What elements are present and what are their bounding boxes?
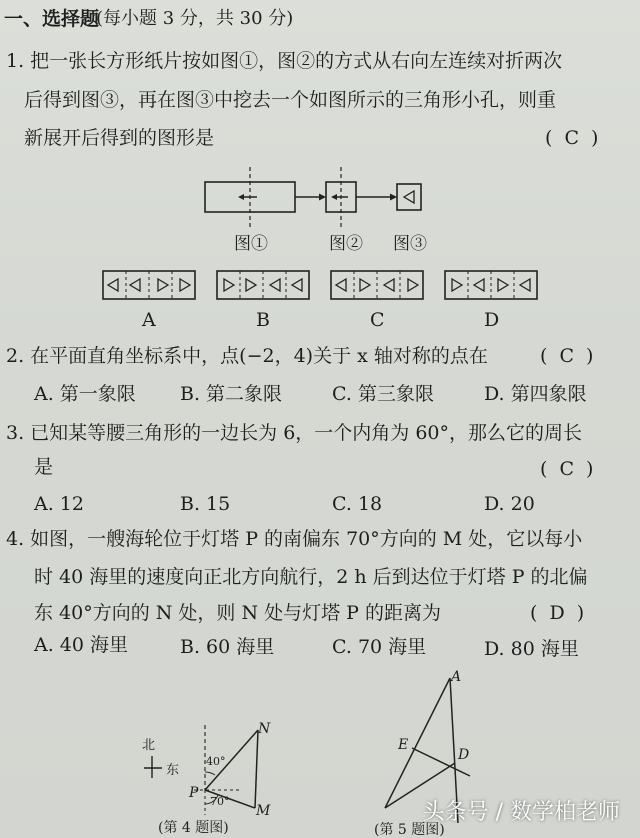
q4-option-b: B. 60 海里: [180, 636, 275, 658]
fig4-angle-40: 40°: [206, 755, 226, 768]
option-label-b: B: [256, 309, 270, 331]
q4-option-a: A. 40 海里: [34, 634, 129, 656]
q4-option-d: D. 80 海里: [484, 638, 579, 660]
fig4-east-label: 东: [166, 763, 180, 778]
option-label-d: D: [484, 309, 500, 331]
watermark: 头条号 / 数学柏老师: [422, 800, 620, 825]
option-strip-c: [331, 271, 423, 299]
fig5-point-d: D: [458, 747, 470, 763]
fig4-point-n: N: [258, 721, 271, 737]
fig4-point-p: P: [189, 785, 199, 801]
fig-label-3: 图③: [393, 234, 427, 254]
fig4-caption: (第 4 题图): [158, 820, 229, 836]
option-strip-b: [217, 271, 309, 299]
q2-line1: 2. 在平面直角坐标系中，点(−2，4)关于 x 轴对称的点在: [6, 345, 488, 367]
q1-answer: ( C ): [545, 127, 602, 149]
q4-line3: 东 40°方向的 N 处，则 N 处与灯塔 P 的距离为: [34, 602, 441, 624]
q1-option-figures: [100, 268, 540, 308]
option-strip-d: [445, 271, 537, 299]
q3-option-d: D. 20: [484, 493, 535, 515]
q2-option-c: C. 第三象限: [332, 383, 434, 405]
q4-line1: 4. 如图，一艘海轮位于灯塔 P 的南偏东 70°方向的 M 处，它以每小: [6, 528, 583, 550]
q1-line3: 新展开后得到的图形是: [24, 127, 215, 149]
q2-option-a: A. 第一象限: [34, 383, 136, 405]
q4-line2: 时 40 海里的速度向正北方向航行，2 h 后到达位于灯塔 P 的北偏: [34, 566, 588, 588]
fig5-point-a: A: [451, 669, 462, 685]
q3-line2: 是: [34, 456, 54, 478]
fig4-angle-70: 70°: [210, 795, 230, 808]
option-label-c: C: [370, 309, 385, 331]
section-note: (每小题 3 分，共 30 分): [96, 8, 294, 29]
q3-option-a: A. 12: [34, 493, 84, 515]
section-title: 一、选择题: [4, 8, 100, 30]
q2-option-d: D. 第四象限: [484, 383, 587, 405]
q2-answer: ( C ): [540, 345, 597, 367]
q1-line1: 1. 把一张长方形纸片按如图①，图②的方式从右向左连续对折两次: [6, 50, 563, 72]
option-label-a: A: [142, 309, 156, 331]
fig4-point-m: M: [256, 803, 271, 819]
fig4-north-label: 北: [142, 738, 156, 753]
q2-option-b: B. 第二象限: [180, 383, 283, 405]
q3-line1: 3. 已知某等腰三角形的一边长为 6，一个内角为 60°，那么它的周长: [6, 422, 583, 444]
fig-label-2: 图②: [329, 234, 363, 254]
fig5-point-e: E: [398, 737, 409, 753]
q4-option-c: C. 70 海里: [332, 636, 427, 658]
q4-answer: ( D ): [530, 602, 588, 624]
q3-answer: ( C ): [540, 458, 597, 480]
q3-option-c: C. 18: [332, 493, 383, 515]
option-strip-a: [103, 271, 195, 299]
q1-line2: 后得到图③，再在图③中挖去一个如图所示的三角形小孔，则重: [24, 89, 557, 111]
q3-option-b: B. 15: [180, 493, 231, 515]
fig-label-1: 图①: [234, 234, 268, 254]
fig5-caption: (第 5 题图): [374, 822, 445, 838]
